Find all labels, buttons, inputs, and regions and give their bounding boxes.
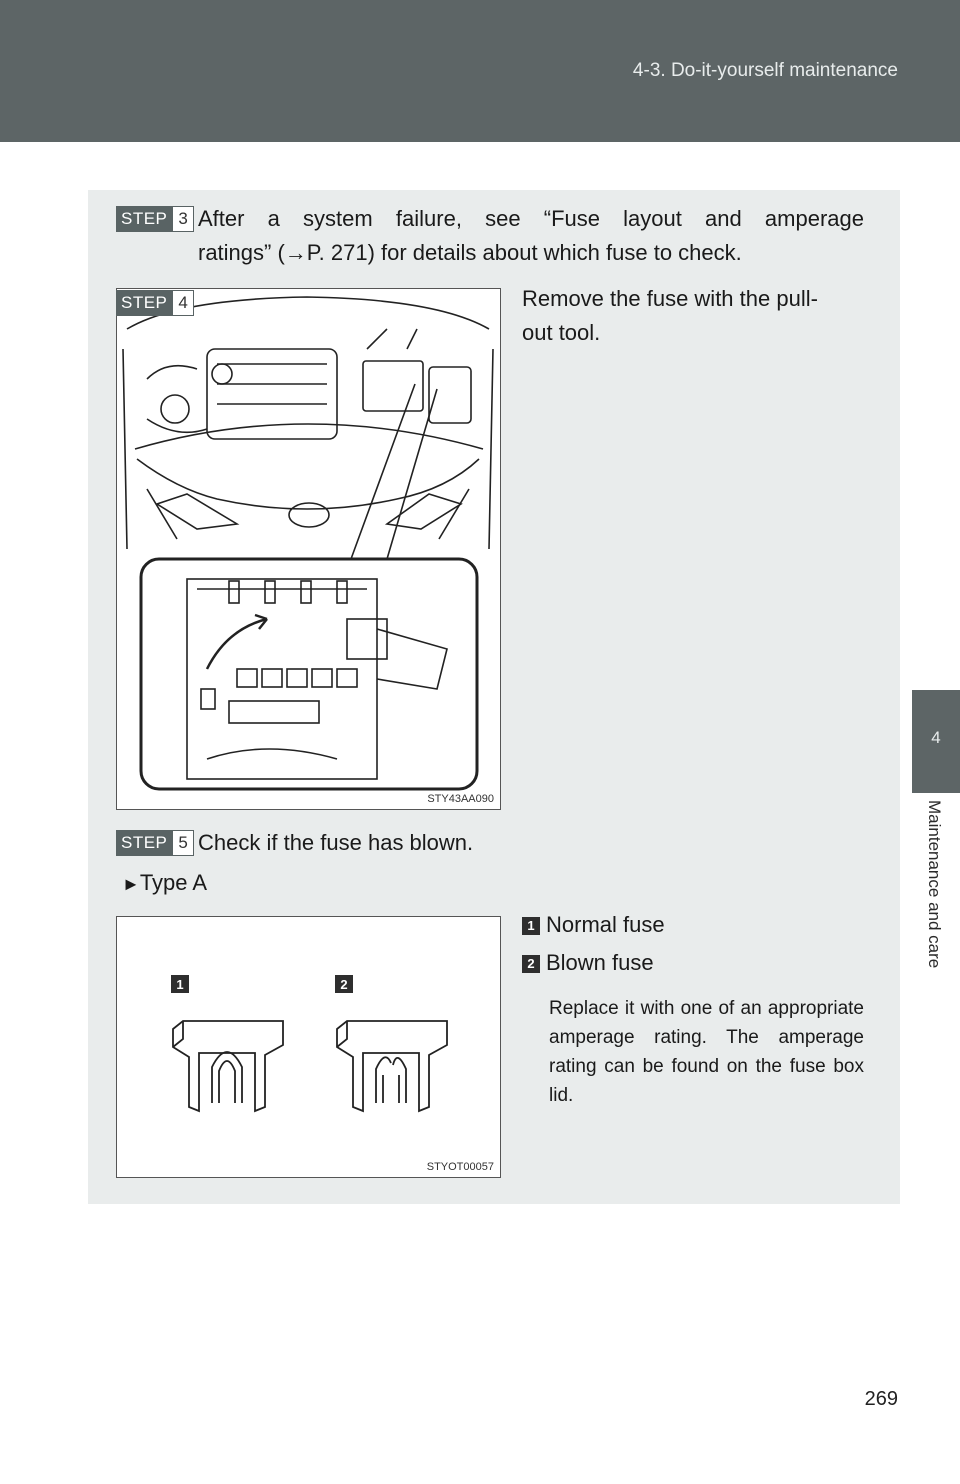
legend-number-2: 2 (522, 955, 540, 973)
chapter-label (912, 800, 960, 1030)
fuse-figure-code: STYOT00057 (426, 1161, 494, 1173)
engine-figure-code: STY43AA090 (427, 793, 494, 805)
triangle-icon: ► (122, 874, 140, 894)
step-4-line2: out tool. (522, 320, 601, 345)
step-number: 4 (172, 290, 193, 316)
fuse-illustration (117, 917, 500, 1177)
step-3-line1: After a system failure, see “Fuse layout and amperage (198, 206, 864, 231)
normal-fuse (173, 1021, 283, 1111)
blown-fuse (337, 1021, 447, 1111)
legend-label-1: Normal fuse (546, 912, 665, 937)
step-number: 3 (172, 206, 193, 232)
step-3-line2: ratings” (→P. 271) for details about which fuse to check. (198, 240, 742, 265)
chapter-number: 4 (931, 728, 941, 747)
step-5-badge (116, 830, 194, 856)
fuse-marker-2: 2 (340, 977, 348, 992)
page-header (0, 0, 960, 142)
step-word: STEP (116, 830, 172, 856)
chapter-tab (912, 690, 960, 793)
step-word: STEP (116, 290, 172, 316)
fuse-figure (116, 916, 501, 1178)
engine-illustration (117, 289, 500, 809)
step-3-badge (116, 206, 194, 232)
legend-label-2: Blown fuse (546, 950, 654, 975)
chapter-title: Maintenance and care (925, 800, 944, 969)
step-4-line1: Remove the fuse with the pull- (522, 286, 818, 311)
fuse-marker-1: 1 (176, 977, 184, 992)
type-a-label: Type A (139, 870, 208, 895)
step-word: STEP (116, 206, 172, 232)
legend-item-1 (522, 908, 665, 942)
replace-note: Replace it with one of an appropriate amperage rating. The amperage rating can be found on the fuse box lid. (549, 998, 864, 1106)
legend-item-2 (522, 946, 654, 980)
page-number: 269 (864, 1388, 898, 1410)
step-number: 5 (172, 830, 193, 856)
type-a-heading (122, 866, 207, 901)
engine-figure (116, 288, 501, 810)
legend-number-1: 1 (522, 917, 540, 935)
step-5-text: Check if the fuse has blown. (198, 830, 474, 855)
section-title: 4-3. Do-it-yourself maintenance (632, 60, 898, 81)
step-4-badge (116, 290, 194, 316)
